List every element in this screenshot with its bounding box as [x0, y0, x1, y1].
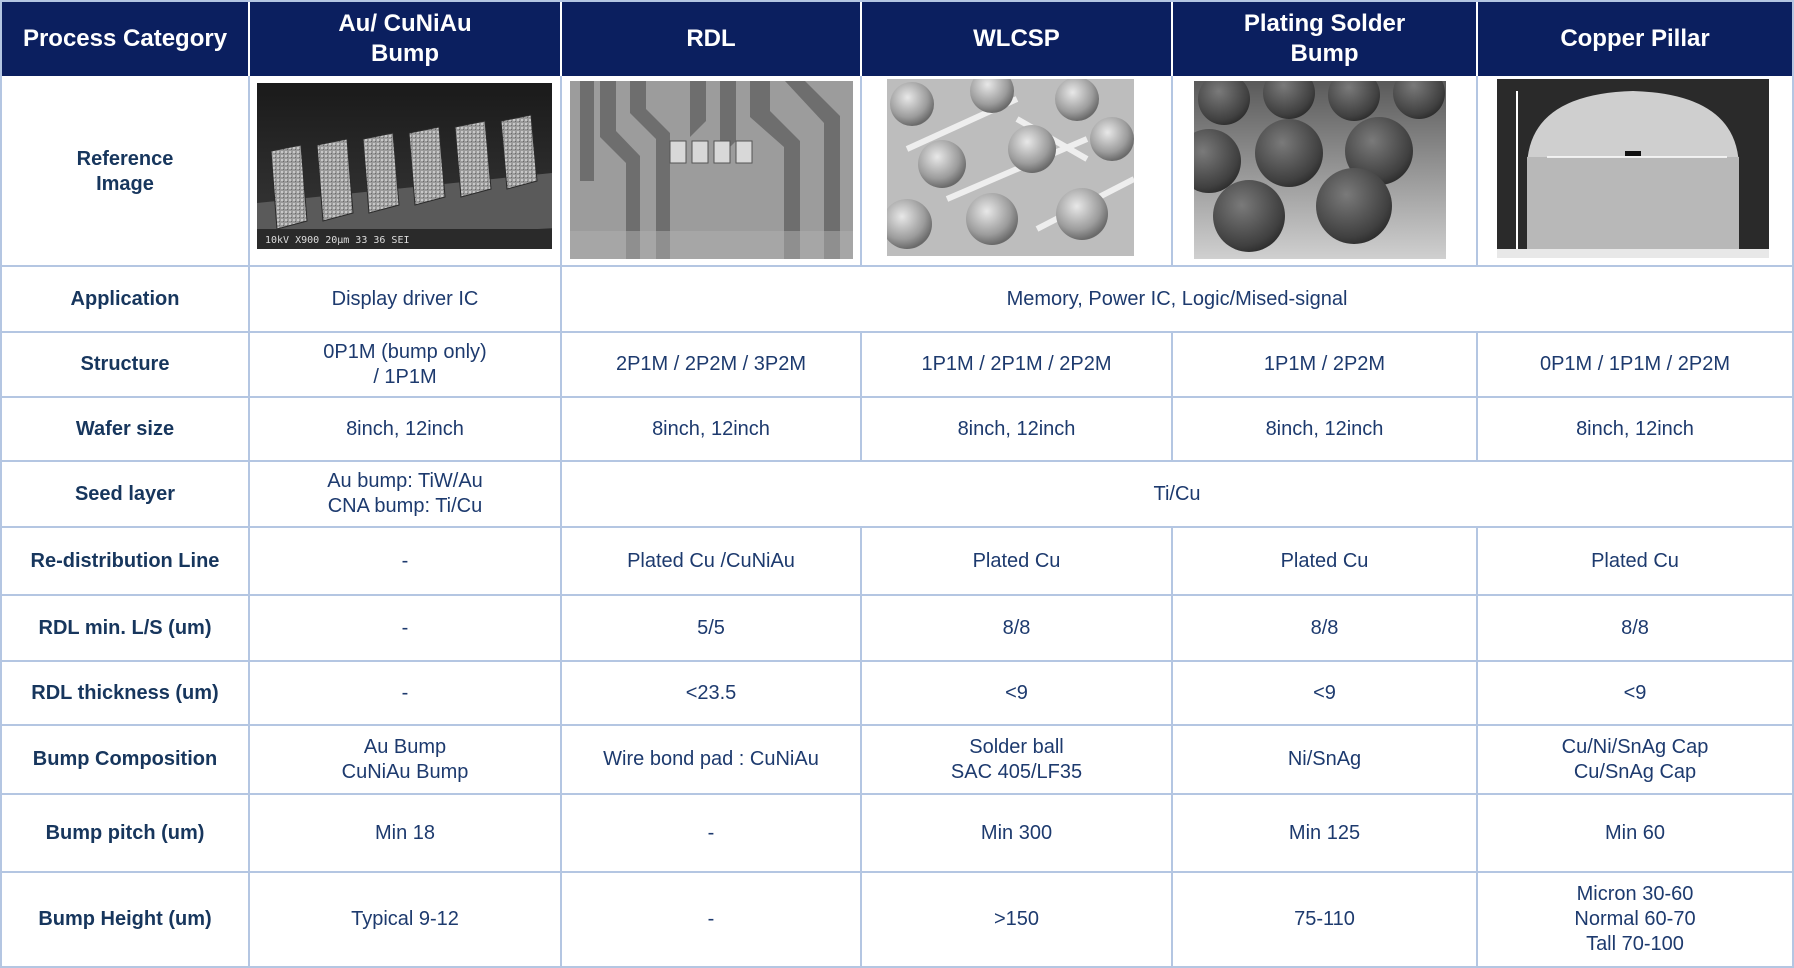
seed-layer-au-bump: Au bump: TiW/Au CNA bump: Ti/Cu — [327, 470, 483, 517]
rdl-thickness-solder-bump: <9 — [1313, 681, 1336, 704]
sem-copper-pillar-image — [1497, 79, 1769, 258]
sem-au-bump-image — [257, 83, 552, 249]
bump-composition-au-bump: Au Bump CuNiAu Bump — [341, 735, 469, 783]
label-wafer-size: Wafer size — [75, 417, 175, 440]
svg-text:10kV X900 20µm 33: 10kV X900 20µm 33 36 SEI — [265, 235, 410, 246]
header-rdl: RDL — [562, 2, 860, 76]
structure-copper-pillar: 0P1M / 1P1M / 2P2M — [1539, 353, 1731, 375]
label-rdl-thickness: RDL thickness (um) — [31, 681, 219, 704]
wafer-size-au-bump: 8inch, 12inch — [346, 417, 464, 440]
seed-layer-span: Ti/Cu — [1153, 482, 1201, 505]
bump-pitch-copper-pillar: Min 60 — [1604, 821, 1666, 844]
bump-pitch-au-bump: Min 18 — [374, 821, 436, 844]
label-structure: Structure — [80, 353, 170, 375]
bump-composition-copper-pillar: Cu/Ni/SnAg Cap Cu/SnAg Cap — [1561, 735, 1709, 783]
rdl-line-solder-bump: Plated Cu — [1280, 549, 1369, 572]
rdl-ls-copper-pillar: 8/8 — [1621, 616, 1649, 639]
bump-pitch-solder-bump: Min 125 — [1288, 821, 1361, 844]
rdl-thickness-rdl: <23.5 — [685, 681, 737, 704]
structure-solder-bump: 1P1M / 2P2M — [1263, 353, 1386, 375]
label-application: Application — [70, 287, 180, 310]
label-bump-pitch: Bump pitch (um) — [45, 821, 205, 844]
bump-height-rdl: - — [707, 908, 715, 930]
bump-height-wlcsp: >150 — [993, 908, 1040, 930]
rdl-line-wlcsp: Plated Cu — [972, 549, 1061, 572]
header-wlcsp: WLCSP — [862, 2, 1171, 76]
sem-rdl-image — [570, 81, 853, 259]
bump-pitch-wlcsp: Min 300 — [980, 821, 1053, 844]
bump-height-au-bump: Typical 9-12 — [351, 908, 459, 930]
sem-solder-bump-image — [1194, 81, 1446, 259]
label-redistribution-line: Re-distribution Line — [30, 549, 220, 572]
header-au-cuniau-bump: Au/ CuNiAu Bump — [250, 2, 560, 76]
bump-composition-rdl: Wire bond pad : CuNiAu — [603, 748, 819, 770]
label-reference-image: Reference Image — [76, 147, 174, 195]
label-rdl-min-ls: RDL min. L/S (um) — [38, 616, 212, 639]
bump-pitch-rdl: - — [707, 821, 715, 844]
header-copper-pillar: Copper Pillar — [1478, 2, 1792, 76]
rdl-thickness-wlcsp: <9 — [1005, 681, 1028, 704]
label-seed-layer: Seed layer — [74, 482, 176, 505]
wafer-size-wlcsp: 8inch, 12inch — [957, 417, 1076, 440]
wafer-size-solder-bump: 8inch, 12inch — [1265, 417, 1384, 440]
rdl-line-rdl: Plated Cu /CuNiAu — [627, 549, 795, 572]
application-span: Memory, Power IC, Logic/Mised-signal — [1006, 287, 1348, 310]
bump-composition-solder-bump: Ni/SnAg — [1287, 748, 1362, 770]
wafer-size-rdl: 8inch, 12inch — [652, 417, 770, 440]
rdl-ls-solder-bump: 8/8 — [1310, 616, 1339, 639]
bump-composition-wlcsp: Solder ball SAC 405/LF35 — [950, 735, 1083, 783]
structure-au-bump: 0P1M (bump only) / 1P1M — [323, 340, 487, 388]
bump-height-solder-bump: 75-110 — [1294, 908, 1355, 930]
rdl-ls-wlcsp: 8/8 — [1002, 616, 1031, 639]
rdl-thickness-copper-pillar: <9 — [1623, 681, 1647, 704]
application-au-bump: Display driver IC — [331, 287, 479, 310]
rdl-ls-rdl: 5/5 — [697, 616, 725, 639]
wafer-size-copper-pillar: 8inch, 12inch — [1576, 417, 1694, 440]
label-bump-composition: Bump Composition — [32, 748, 218, 770]
label-bump-height: Bump Height (um) — [38, 908, 212, 930]
header-plating-solder-bump: Plating Solder Bump — [1173, 2, 1476, 76]
rdl-ls-au-bump: - — [401, 616, 409, 639]
rdl-line-copper-pillar: Plated Cu — [1591, 549, 1679, 572]
structure-rdl: 2P1M / 2P2M / 3P2M — [615, 353, 807, 375]
rdl-line-au-bump: - — [401, 549, 409, 572]
sem-wlcsp-image — [887, 79, 1134, 256]
bump-height-copper-pillar: Micron 30-60 Normal 60-70 Tall 70-100 — [1574, 883, 1696, 955]
header-process-category: Process Category — [2, 2, 248, 76]
structure-wlcsp: 1P1M / 2P1M / 2P2M — [921, 353, 1112, 375]
rdl-thickness-au-bump: - — [401, 681, 409, 704]
